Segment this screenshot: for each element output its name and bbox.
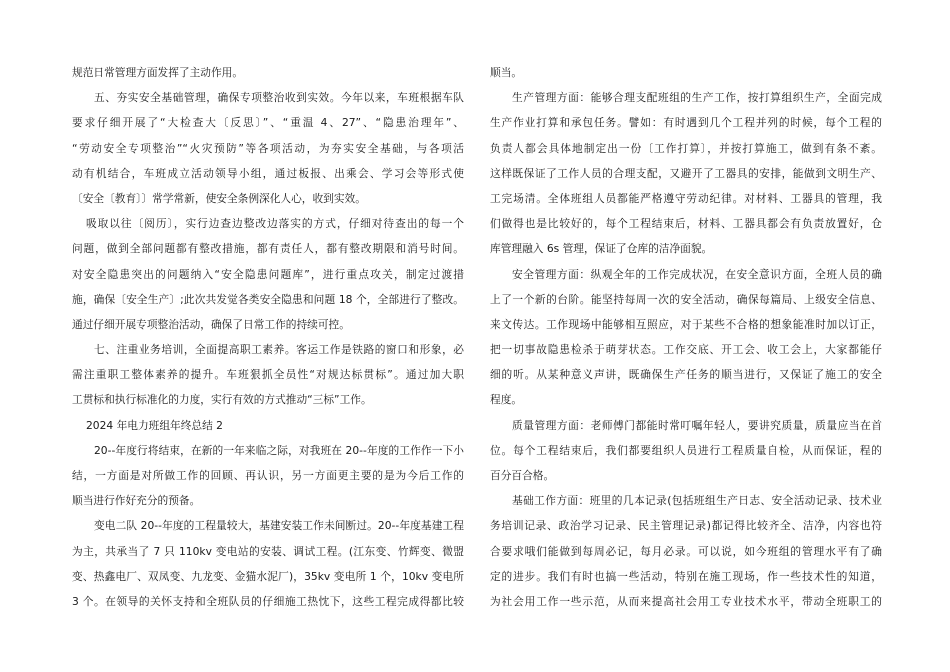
paragraph-line: 施，确保〔安全生产〕;此次共发觉各类安全隐患和问题 18 个，全部进行了整改。 [72, 292, 464, 306]
paragraph-line: 为社会用工作一些示范，从而来提高社会用工专业技术水平，带动全班职工的 [490, 594, 882, 608]
paragraph-line: 工完场清。全体班组人员都能严格遵守劳动纪律。对材料、工器具的管理，我 [490, 191, 882, 205]
paragraph-line: 问题，做到全部问题都有整改措施，都有责任人，都有整改期限和消号时间。 [72, 242, 464, 256]
paragraph-line: 为主，共承当了 7 只 110kv 变电站的安装、调试工程。(江东变、竹辉变、微盟 [72, 544, 464, 558]
right-column [490, 60, 882, 614]
paragraph-line: 通过仔细开展专项整治活动，确保了日常工作的持续可控。 [72, 317, 350, 331]
paragraph-line: 需注重职工整体素养的提升。车班狠抓全员性“对规达标贯标”。通过加大职 [72, 368, 464, 382]
paragraph-line: 定的进步。我们有时也搞一些活动，特别在施工现场，作一些技术性的知道， [490, 569, 882, 583]
paragraph-line: 安全管理方面：纵观全年的工作完成状况，在安全意识方面，全班人员的确 [512, 267, 882, 281]
paragraph-line: 要求仔细开展了“大检查大〔反思〕”、“重温 4、27”、“隐患治理年”、 [72, 116, 464, 130]
paragraph-line: 〔安全〔教育〕〕常学常新，使安全条例深化人心，收到实效。 [72, 191, 366, 205]
paragraph-line: 合要求哦们能做到每周必记，每月必录。可以说，如今班组的管理水平有了确 [490, 544, 882, 558]
paragraph-line: 结，一方面是对所做工作的回顾、再认识，另一方面更主要的是为今后工作的 [72, 469, 464, 482]
paragraph-line: 变电二队 20--年度的工程量较大，基建安装工作未间断过。20--年度基建工程 [94, 519, 464, 533]
paragraph-line: 们做得也是比较好的，每个工程结束后，材料、工器具都会有负责放置好，仓 [490, 217, 882, 231]
paragraph-line: 3 个。在领导的关怀支持和全班队员的仔细施工热忱下，这些工程完成得都比较 [72, 594, 464, 608]
paragraph-line: 把一切事故隐患检杀于萌芽状态。工作交底、开工会、收工会上，大家都能仔 [490, 343, 882, 357]
paragraph-line: 吸取以往〔阅历〕，实行边查边整改边落实的方式，仔细对待查出的每一个 [86, 217, 464, 231]
paragraph-line: 百分百合格。 [490, 469, 555, 482]
paragraph-line: 库管理融入 6s 管理，保证了仓库的洁净面貌。 [490, 242, 713, 256]
paragraph-line: “劳动安全专项整治”“火灾预防”等各项活动，为夯实安全基础，与各项活 [72, 141, 464, 155]
paragraph-line: 质量管理方面：老师傅门都能时常叮嘱年轻人，要讲究质量，质量应当在首 [512, 418, 882, 432]
paragraph-line: 细的听。从某种意义声讲，既确保生产任务的顺当进行，又保证了施工的安全 [490, 368, 882, 382]
paragraph-line: 顺当。 [490, 66, 523, 79]
paragraph-line: 基础工作方面：班里的几本记录(包括班组生产日志、安全活动记录、技术业 [512, 494, 882, 508]
paragraph-line: 生产管理方面：能够合理支配班组的生产工作，按打算组织生产，全面完成 [512, 91, 882, 105]
paragraph-line: 对安全隐患突出的问题纳入“安全隐患问题库”，进行重点攻关，制定过渡措 [72, 267, 464, 281]
paragraph-line: 工贯标和执行标准化的力度，实行有效的方式推动“三标”工作。 [72, 393, 372, 407]
left-column [72, 60, 464, 614]
paragraph-line: 变、热鑫电厂、双凤变、九龙变、金猫水泥厂)，35kv 变电所 1 个，10kv 变电所 [72, 569, 464, 583]
paragraph-line: 规范日常管理方面发挥了主动作用。 [72, 66, 244, 79]
paragraph-line: 程度。 [490, 393, 523, 407]
paragraph-line: 负责人都会具体地制定出一份〔工作打算〕，并按打算施工，做到有条不紊。 [490, 141, 882, 155]
paragraph-line: 动有机结合，车班成立活动领导小组，通过板报、出乘会、学习会等形式使 [72, 166, 464, 180]
paragraph-line: 五、夯实安全基础管理，确保专项整治收到实效。今年以来，车班根据车队 [94, 91, 464, 105]
paragraph-line: 来文传达。工作现场中能够相互照应，对于某些不合格的想象能准时加以订正， [490, 317, 882, 331]
section-heading: 2024 年电力班组年终总结 2 [86, 418, 223, 432]
paragraph-line: 务培训记录、政治学习记录、民主管理记录)都记得比较齐全、洁净，内容也符 [490, 519, 882, 533]
paragraph-line: 20--年度行将结束，在新的一年来临之际，对我班在 20--年度的工作作一下小 [94, 443, 464, 457]
paragraph-line: 上了一个新的台阶。能坚持每周一次的安全活动，确保每篇局、上级安全信息、 [490, 292, 882, 306]
paragraph-line: 这样既保证了工作人员的合理支配，又避开了工器具的安排，能做到文明生产、 [490, 166, 882, 180]
paragraph-line: 位。每个工程结束后，我们都要组织人员进行工程质量自检，从而保证，程的 [490, 443, 882, 457]
paragraph-line: 顺当进行作好充分的预备。 [72, 494, 201, 508]
paragraph-line: 生产作业打算和承包任务。譬如：有时遇到几个工程并列的时候，每个工程的 [490, 116, 882, 130]
paragraph-line: 七、注重业务培训，全面提高职工素养。客运工作是铁路的窗口和形象，必 [94, 343, 464, 357]
